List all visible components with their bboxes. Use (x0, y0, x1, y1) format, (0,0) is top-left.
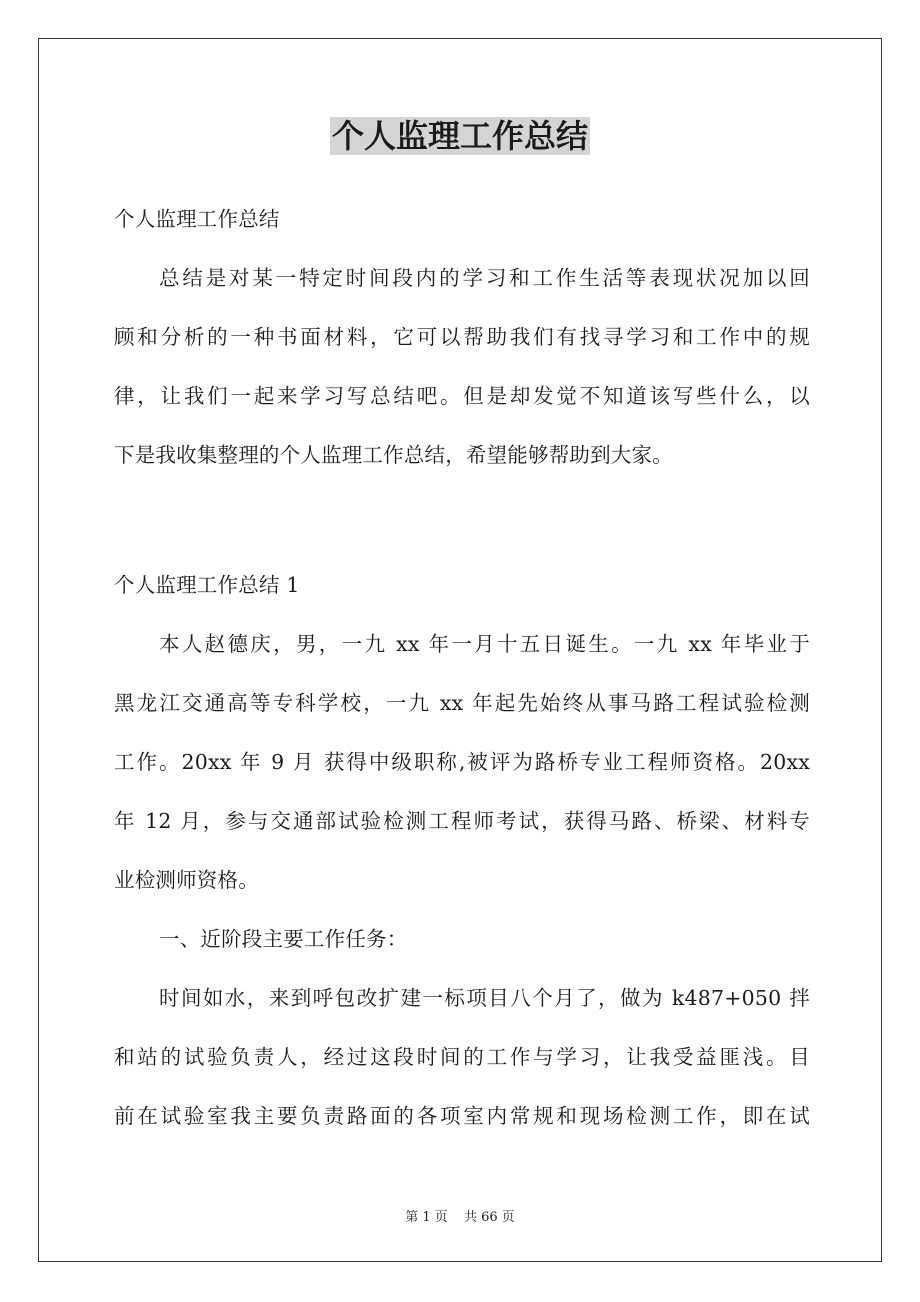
section-heading: 个人监理工作总结 1 (114, 573, 300, 597)
intro-line: 顾和分析的一种书面材料，它可以帮助我们有找寻学习和工作中的规 (114, 325, 810, 349)
bio-line: 黑龙江交通高等专科学校，一九 xx 年起先始终从事马路工程试验检测 (114, 691, 810, 715)
document-body (114, 190, 810, 1146)
intro-line: 律，让我们一起来学习写总结吧。但是却发觉不知道该写些什么，以 (114, 384, 810, 408)
page-footer (0, 1206, 920, 1225)
body-line: 和站的试验负责人，经过这段时间的工作与学习，让我受益匪浅。目 (114, 1045, 810, 1069)
bio-line: 本人赵德庆，男，一九 xx 年一月十五日诞生。一九 xx 年毕业于 (159, 632, 810, 656)
intro-line: 下是我收集整理的个人监理工作总结，希望能够帮助到大家。 (114, 443, 673, 467)
body-line: 时间如水，来到呼包改扩建一标项目八个月了，做为 k487+050 拌 (159, 986, 810, 1010)
document-title: 个人监理工作总结 (331, 117, 588, 155)
bio-line: 年 12 月，参与交通部试验检测工程师考试，获得马路、桥梁、材料专 (114, 809, 810, 833)
section-heading: 个人监理工作总结 (114, 207, 280, 231)
paragraph-gap (114, 485, 810, 556)
intro-line: 总结是对某一特定时间段内的学习和工作生活等表现状况加以回 (159, 266, 810, 290)
bio-line: 业检测师资格。 (114, 868, 259, 892)
bio-line: 工作。20xx 年 9 月 获得中级职称,被评为路桥专业工程师资格。20xx (114, 750, 810, 774)
body-line: 前在试验室我主要负责路面的各项室内常规和现场检测工作，即在试 (114, 1104, 810, 1128)
page-number: 第 1 页 (405, 1210, 448, 1225)
page-total: 共 66 页 (463, 1210, 515, 1225)
subsection-title: 一、近阶段主要工作任务： (159, 927, 408, 951)
